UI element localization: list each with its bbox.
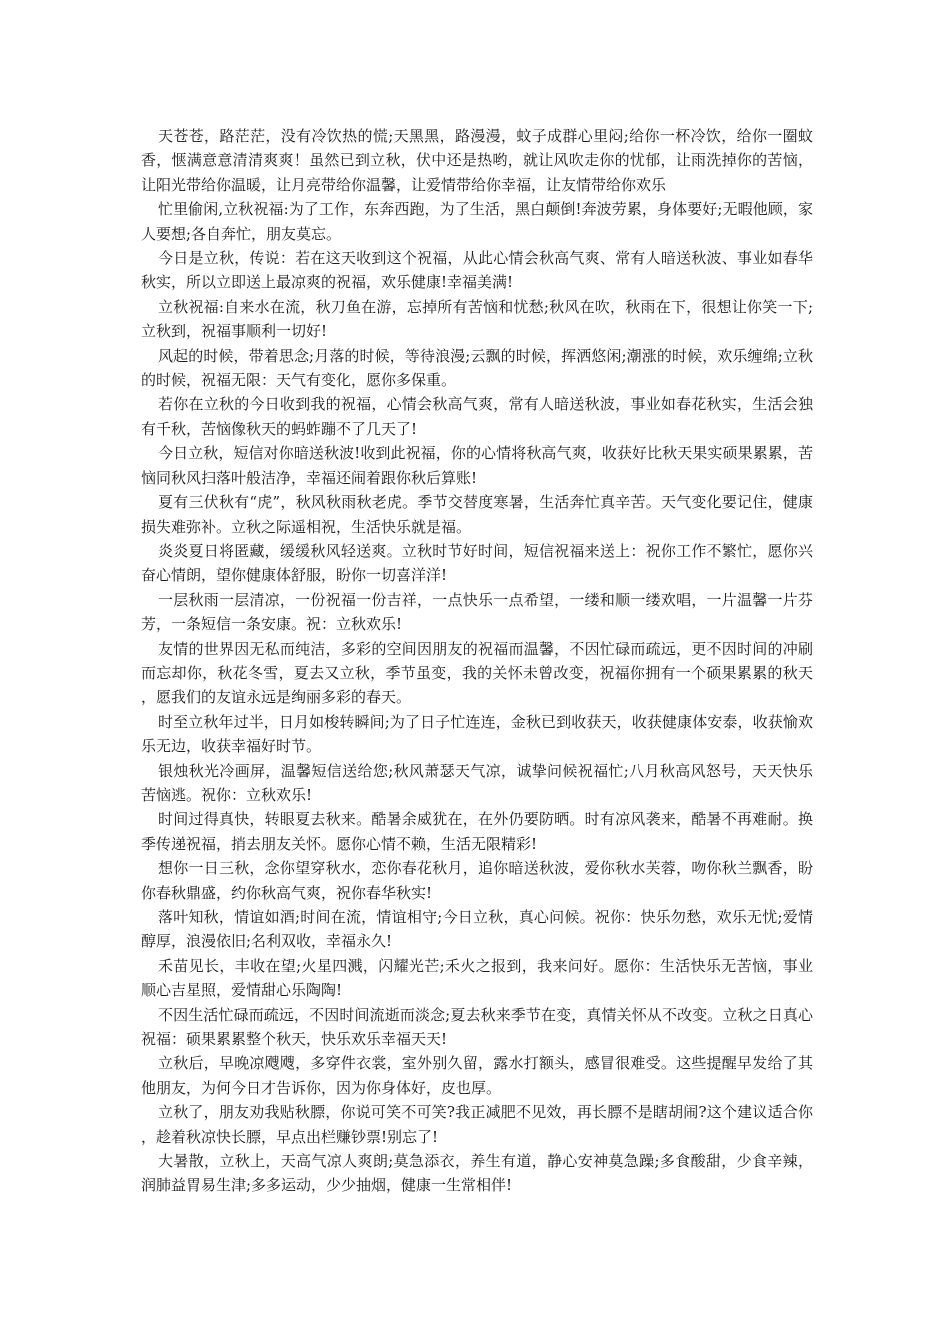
paragraph-17: 禾苗见长，丰收在望;火星四溅，闪耀光芒;禾火之报到，我来问好。愿你：生活快乐无苦恼，事业顺心吉星照，爱情甜心乐陶陶! (141, 956, 813, 1000)
document-body (141, 124, 813, 1198)
paragraph-18: 不因生活忙碌而疏远，不因时间流逝而淡念;夏去秋来季节在变，真情关怀从不改变。立秋之日真心祝福：硕果累累整个秋天，快乐欢乐幸福天天! (141, 1005, 813, 1049)
paragraph-8: 夏有三伏秋有“虎”，秋风秋雨秋老虎。季节交替度寒暑，生活奔忙真辛苦。天气变化要记住，健康损失难弥补。立秋之际遥相祝，生活快乐就是福。 (141, 493, 813, 536)
paragraph-16: 落叶知秋，情谊如酒;时间在流，情谊相守;今日立秋，真心问候。祝你：快乐勿愁，欢乐无忧;爱情醇厚，浪漫依旧;名利双收，幸福永久! (141, 908, 813, 951)
paragraph-20: 立秋了，朋友劝我贴秋膘，你说可笑不可笑?我正减肥不见效，再长膘不是瞎胡闹?这个建议适合你，趁着秋凉快长膘，早点出栏赚钞票!别忘了! (141, 1103, 813, 1146)
paragraph-7: 今日立秋，短信对你暗送秋波!收到此祝福，你的心情将秋高气爽，收获好比秋天果实硕果累累，苦恼同秋风扫落叶般洁净，幸福还闹着跟你秋后算账! (141, 444, 813, 487)
paragraph-6: 若你在立秋的今日收到我的祝福，心情会秋高气爽，常有人暗送秋波，事业如春花秋实，生活会独有千秋，苦恼像秋天的蚂蚱蹦不了几天了! (141, 395, 813, 438)
paragraph-3: 今日是立秋，传说：若在这天收到这个祝福，从此心情会秋高气爽、常有人暗送秋波、事业如春华秋实，所以立即送上最凉爽的祝福，欢乐健康!幸福美满! (141, 249, 813, 292)
paragraph-10: 一层秋雨一层清凉，一份祝福一份吉祥，一点快乐一点希望，一缕和顺一缕欢唱，一片温馨一片芬芳，一条短信一条安康。祝：立秋欢乐! (141, 590, 813, 634)
paragraph-19: 立秋后，早晚凉飕飕，多穿件衣裳，室外别久留，露水打额头，感冒很难受。这些提醒早发给了其他朋友，为何今日才告诉你，因为你身体好，皮也厚。 (141, 1054, 813, 1097)
paragraph-14: 时间过得真快，转眼夏去秋来。酷暑余威犹在，在外仍要防晒。时有凉风袭来，酷暑不再难耐。换季传递祝福，捎去朋友关怀。愿你心情不赖，生活无限精彩! (141, 810, 813, 853)
paragraph-12: 时至立秋年过半，日月如梭转瞬间;为了日子忙连连，金秋已到收获天，收获健康体安泰，收获愉欢乐无边，收获幸福好时节。 (141, 712, 813, 756)
paragraph-4: 立秋祝福:自来水在流，秋刀鱼在游，忘掉所有苦恼和忧愁;秋风在吹，秋雨在下，很想让你笑一下;立秋到，祝福事顺利一切好! (141, 297, 813, 341)
paragraph-5: 风起的时候，带着思念;月落的时候，等待浪漫;云飘的时候，挥洒悠闲;潮涨的时候，欢乐缠绵;立秋的时候，祝福无限：天气有变化，愿你多保重。 (141, 346, 813, 390)
paragraph-1: 天苍苍，路茫茫，没有冷饮热的慌;天黑黑，路漫漫，蚊子成群心里闷;给你一杯冷饮，给你一圈蚊香，惬满意意清清爽爽！虽然已到立秋，伏中还是热哟，就让风吹走你的忧郁，让雨洗掉你的苦恼，让阳光带给你温暖，让月亮带给你温馨，让爱情带给你幸福，让友情带给你欢乐 (141, 127, 813, 194)
paragraph-2: 忙里偷闲,立秋祝福:为了工作，东奔西跑，为了生活，黑白颠倒!奔波劳累，身体要好;无暇他顾，家人要想;各自奔忙，朋友莫忘。 (141, 200, 813, 243)
paragraph-21: 大暑散，立秋上，天高气凉人爽朗;莫急添衣，养生有道，静心安神莫急躁;多食酸甜，少食辛辣，润肺益胃易生津;多多运动，少少抽烟，健康一生常相伴! (141, 1152, 813, 1195)
paragraph-11: 友情的世界因无私而纯洁，多彩的空间因朋友的祝福而温馨，不因忙碌而疏远，更不因时间的冲刷而忘却你，秋花冬雪，夏去又立秋，季节虽变，我的关怀未曾改变，祝福你拥有一个硕果累累的秋天，愿我们的友谊永远是绚丽多彩的春天。 (141, 639, 813, 707)
paragraph-15: 想你一日三秋，念你望穿秋水，恋你春花秋月，追你暗送秋波，爱你秋水芙蓉，吻你秋兰飘香，盼你春秋鼎盛，约你秋高气爽，祝你春华秋实! (141, 859, 813, 902)
paragraph-9: 炎炎夏日将匿藏，缓缓秋风轻送爽。立秋时节好时间，短信祝福来送上：祝你工作不繁忙，愿你兴奋心情朗，望你健康体舒服，盼你一切喜洋洋! (141, 541, 813, 585)
paragraph-13: 银烛秋光冷画屏，温馨短信送给您;秋风萧瑟天气凉，诚挚问候祝福忙;八月秋高风怒号，天天快乐苦恼逃。祝你：立秋欢乐! (141, 761, 813, 804)
